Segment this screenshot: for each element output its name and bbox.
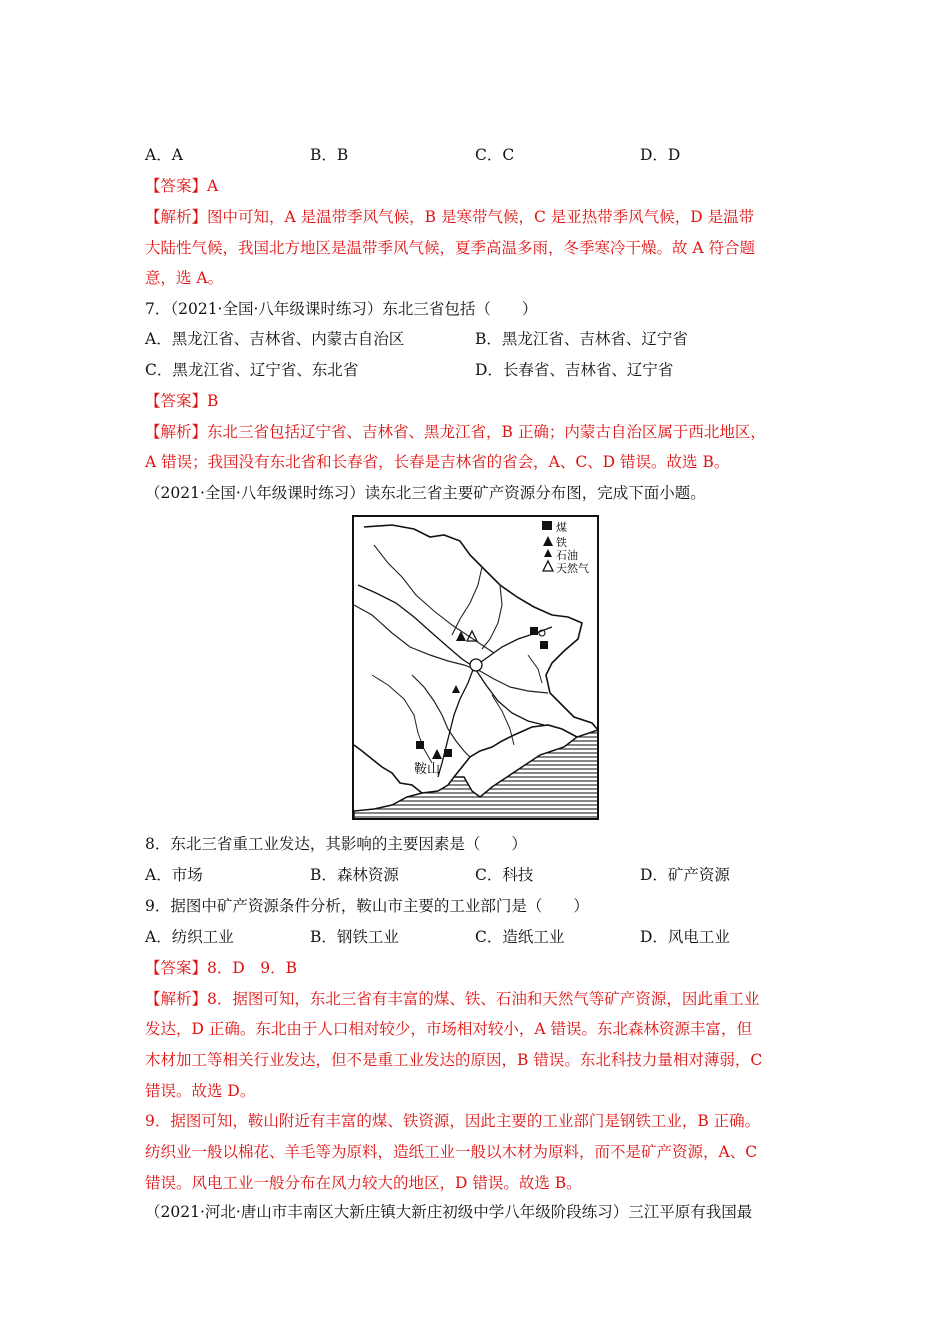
q9-option-c: C．造纸工业 bbox=[475, 928, 565, 946]
q8-analysis-line-2: 发达，D 正确。东北由于人口相对较少，市场相对较小，A 错误。东北森林资源丰富，但 bbox=[145, 1020, 752, 1038]
analysis-text: 图中可知，A 是温带季风气候，B 是寒带气候，C 是亚热带季风气候，D 是温带 bbox=[207, 208, 755, 226]
q6-analysis-line-2: 大陆性气候，我国北方地区是温带季风气候，夏季高温多雨，冬季寒冷干燥。故 A 符合题 bbox=[145, 239, 756, 257]
q8-analysis-line-4: 错误。故选 D。 bbox=[145, 1082, 256, 1100]
q9-analysis-line-3: 错误。风电工业一般分布在风力较大的地区，D 错误。故选 B。 bbox=[145, 1174, 582, 1192]
answer-label: 【答案】 bbox=[145, 959, 208, 977]
answer-value: 8．D 9．B bbox=[207, 959, 298, 977]
coal-symbol bbox=[444, 749, 452, 757]
q6-answer bbox=[145, 175, 218, 197]
q6-option-b: B．B bbox=[310, 146, 349, 164]
q6-analysis-line-3: 意，选 A。 bbox=[145, 269, 224, 287]
q7-analysis-line-1 bbox=[145, 421, 766, 443]
q9-option-b: B．钢铁工业 bbox=[310, 928, 399, 946]
minerals-map bbox=[352, 515, 599, 820]
coal-legend-icon bbox=[542, 521, 552, 530]
coal-symbol bbox=[540, 641, 548, 649]
q7-stem: 7．（2021·全国·八年级课时练习）东北三省包括（ ） bbox=[145, 300, 538, 318]
q6-analysis-line-1 bbox=[145, 206, 754, 228]
q9-option-a: A．纺织工业 bbox=[145, 928, 234, 946]
anshan-label: 鞍山 bbox=[414, 762, 441, 777]
analysis-label: 【解析】 bbox=[145, 423, 208, 441]
next-intro: （2021·河北·唐山市丰南区大新庄镇大新庄初级中学八年级阶段练习）三江平原有我国最 bbox=[145, 1203, 753, 1221]
q7-option-c: C．黑龙江省、辽宁省、东北省 bbox=[145, 361, 359, 379]
q8-option-b: B．森林资源 bbox=[310, 866, 399, 884]
legend-coal: 煤 bbox=[556, 521, 567, 534]
q8-option-d: D．矿产资源 bbox=[640, 866, 730, 884]
q9-option-d: D．风电工业 bbox=[640, 928, 730, 946]
q7-option-d: D．长春省、吉林省、辽宁省 bbox=[475, 361, 674, 379]
q6-option-d: D．D bbox=[640, 146, 681, 164]
q9-analysis-line-2: 纺织业一般以棉花、羊毛等为原料，造纸工业一般以木材为原料，而不是矿产资源，A、C bbox=[145, 1143, 758, 1161]
q7-option-b: B．黑龙江省、吉林省、辽宁省 bbox=[475, 330, 688, 348]
answer-value: B bbox=[207, 392, 219, 410]
q8-option-c: C．科技 bbox=[475, 866, 534, 884]
q8-analysis-line-1 bbox=[145, 988, 759, 1010]
answer-value: A bbox=[207, 177, 219, 195]
answer-label: 【答案】 bbox=[145, 392, 208, 410]
coal-symbol bbox=[530, 627, 538, 635]
q7-analysis-line-2: A 错误；我国没有东北省和长春省，长春是吉林省的省会，A、C、D 错误。故选 B。 bbox=[145, 453, 730, 471]
q8-option-a: A．市场 bbox=[145, 866, 203, 884]
analysis-text: 8．据图可知，东北三省有丰富的煤、铁、石油和天然气等矿产资源，因此重工业 bbox=[207, 990, 760, 1008]
group-intro: （2021·全国·八年级课时练习）读东北三省主要矿产资源分布图，完成下面小题。 bbox=[145, 484, 706, 502]
legend-gas: 天然气 bbox=[556, 562, 589, 575]
city-marker bbox=[470, 659, 482, 671]
legend-iron: 铁 bbox=[556, 536, 567, 549]
analysis-text: 东北三省包括辽宁省、吉林省、黑龙江省，B 正确；内蒙古自治区属于西北地区， bbox=[207, 423, 766, 441]
group-answer bbox=[145, 957, 297, 979]
q7-answer bbox=[145, 390, 218, 412]
analysis-label: 【解析】 bbox=[145, 990, 208, 1008]
analysis-label: 【解析】 bbox=[145, 208, 208, 226]
q6-option-a: A．A bbox=[145, 146, 183, 164]
q8-stem: 8．东北三省重工业发达，其影响的主要因素是（ ） bbox=[145, 835, 527, 853]
legend-oil: 石油 bbox=[556, 549, 578, 562]
q9-stem: 9．据图中矿产资源条件分析，鞍山市主要的工业部门是（ ） bbox=[145, 897, 589, 915]
q7-option-a: A．黑龙江省、吉林省、内蒙古自治区 bbox=[145, 330, 405, 348]
answer-label: 【答案】 bbox=[145, 177, 208, 195]
q9-analysis-line-1: 9．据图可知，鞍山附近有丰富的煤、铁资源，因此主要的工业部门是钢铁工业，B 正确。 bbox=[145, 1112, 761, 1130]
q6-option-c: C．C bbox=[475, 146, 515, 164]
coal-symbol bbox=[416, 741, 424, 749]
q8-analysis-line-3: 木材加工等相关行业发达，但不是重工业发达的原因，B 错误。东北科技力量相对薄弱，C bbox=[145, 1051, 763, 1069]
